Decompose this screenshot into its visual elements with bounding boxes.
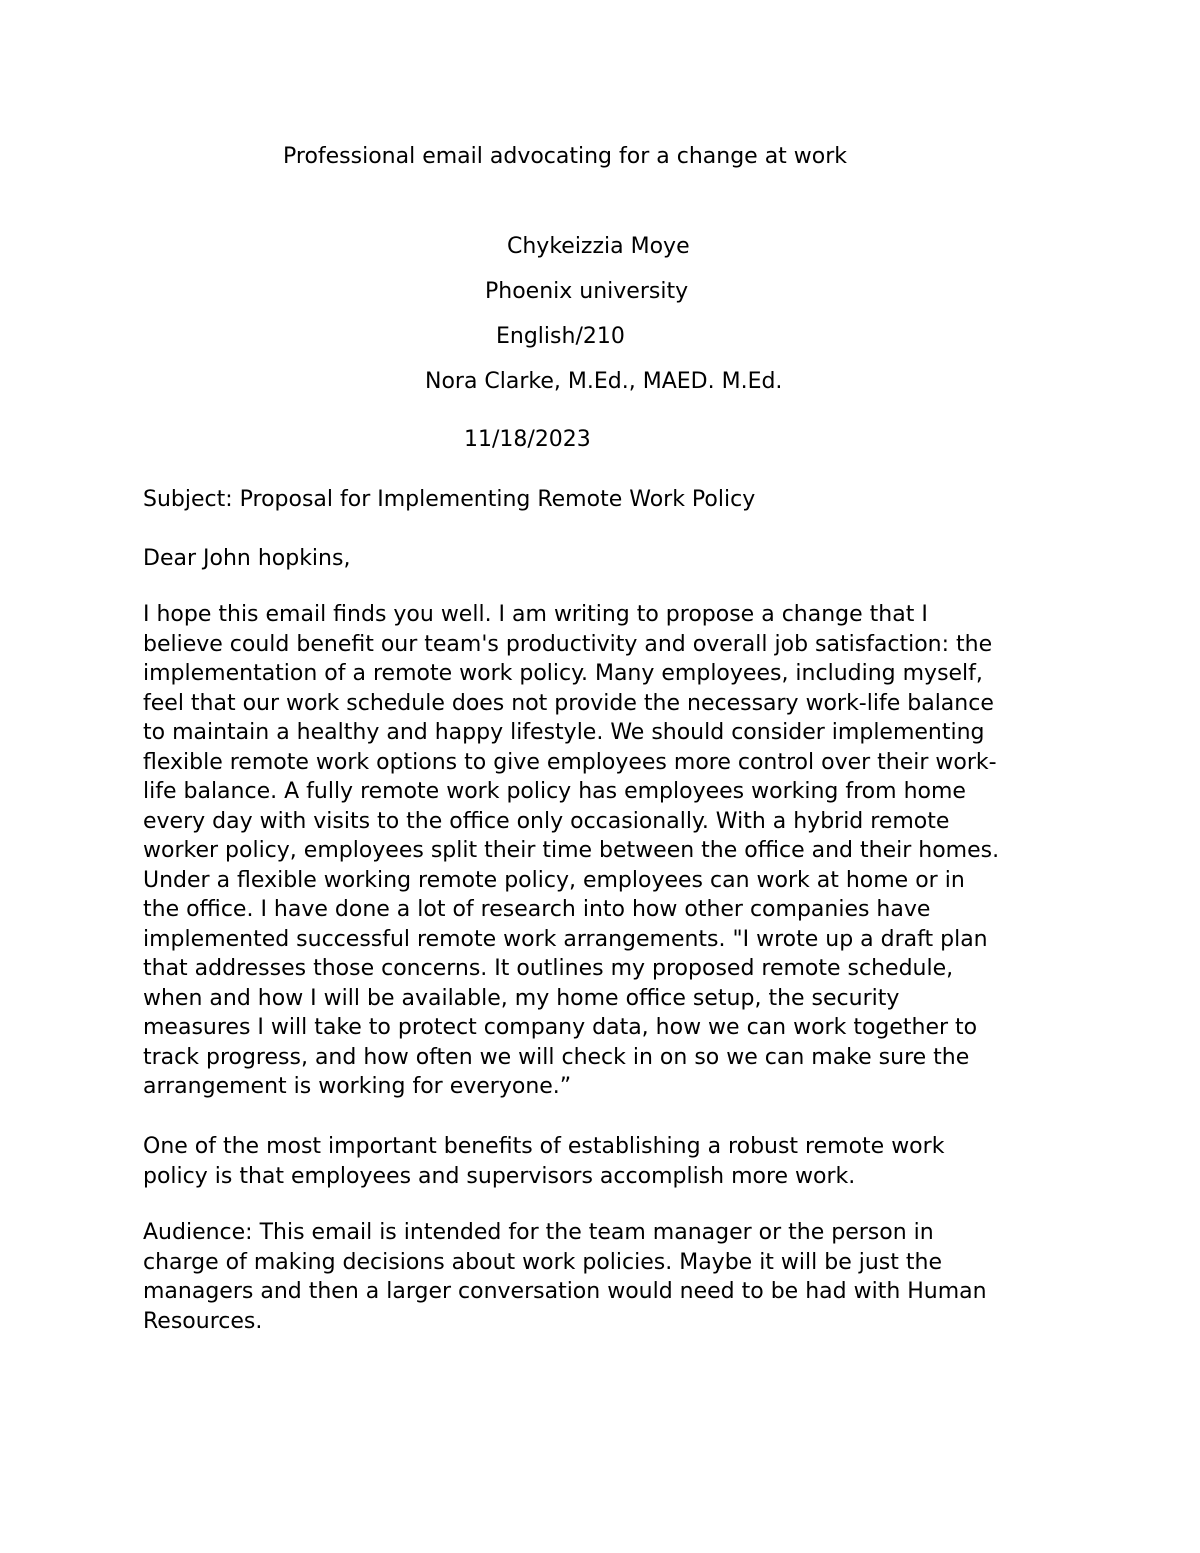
paragraph-line: implemented successful remote work arrangements. "I wrote up a draft plan [143, 926, 988, 952]
paragraph-line: Resources. [143, 1308, 263, 1334]
document-title: Professional email advocating for a change at work [283, 144, 848, 169]
paragraph-line: when and how I will be available, my home office setup, the security [143, 985, 900, 1011]
paragraph-line: managers and then a larger conversation would need to be had with Human [143, 1279, 987, 1304]
email-subject: Subject: Proposal for Implementing Remote Work Policy [143, 487, 756, 512]
document-date: 11/18/2023 [464, 427, 591, 452]
paragraph-line: implementation of a remote work policy. Many employees, including myself, [143, 661, 983, 686]
paragraph-line: the office. I have done a lot of research into how other companies have [143, 897, 931, 922]
course-code: English/210 [496, 324, 625, 349]
paragraph-line: policy is that employees and supervisors accomplish more work. [143, 1163, 856, 1189]
paragraph-line: measures I will take to protect company data, how we can work together to [143, 1015, 978, 1040]
paragraph-line: track progress, and how often we will check in on so we can make sure the [143, 1044, 970, 1070]
paragraph-line: feel that our work schedule does not provide the necessary work-life balance [143, 690, 994, 716]
paragraph-line: that addresses those concerns. It outlines my proposed remote schedule, [143, 956, 954, 981]
paragraph-line: to maintain a healthy and happy lifestyle. We should consider implementing [143, 720, 985, 745]
paragraph-line: believe could benefit our team's productivity and overall job satisfaction: the [143, 631, 993, 657]
paragraph-line: every day with visits to the office only occasionally. With a hybrid remote [143, 808, 950, 834]
paragraph-line: One of the most important benefits of establishing a robust remote work [143, 1134, 945, 1159]
paragraph-line: life balance. A fully remote work policy has employees working from home [143, 779, 966, 804]
paragraph-line: I hope this email finds you well. I am writing to propose a change that I [143, 602, 928, 627]
body-paragraph-2 [143, 1132, 1073, 1191]
paragraph-line: Under a flexible working remote policy, employees can work at home or in [143, 867, 965, 893]
paragraph-line: flexible remote work options to give employees more control over their work- [143, 749, 997, 775]
instructor-name: Nora Clarke, M.Ed., MAED. M.Ed. [425, 369, 783, 394]
author-name: Chykeizzia Moye [507, 234, 690, 259]
paragraph-line: worker policy, employees split their time between the office and their homes. [143, 838, 1000, 863]
body-paragraph-3 [143, 1218, 1073, 1336]
school-name: Phoenix university [485, 279, 689, 304]
paragraph-line: arrangement is working for everyone.” [143, 1074, 572, 1099]
body-paragraph-1 [143, 600, 1073, 1102]
paragraph-line: Audience: This email is intended for the team manager or the person in [143, 1220, 934, 1245]
email-greeting: Dear John hopkins, [143, 546, 351, 571]
paragraph-line: charge of making decisions about work policies. Maybe it will be just the [143, 1249, 942, 1275]
